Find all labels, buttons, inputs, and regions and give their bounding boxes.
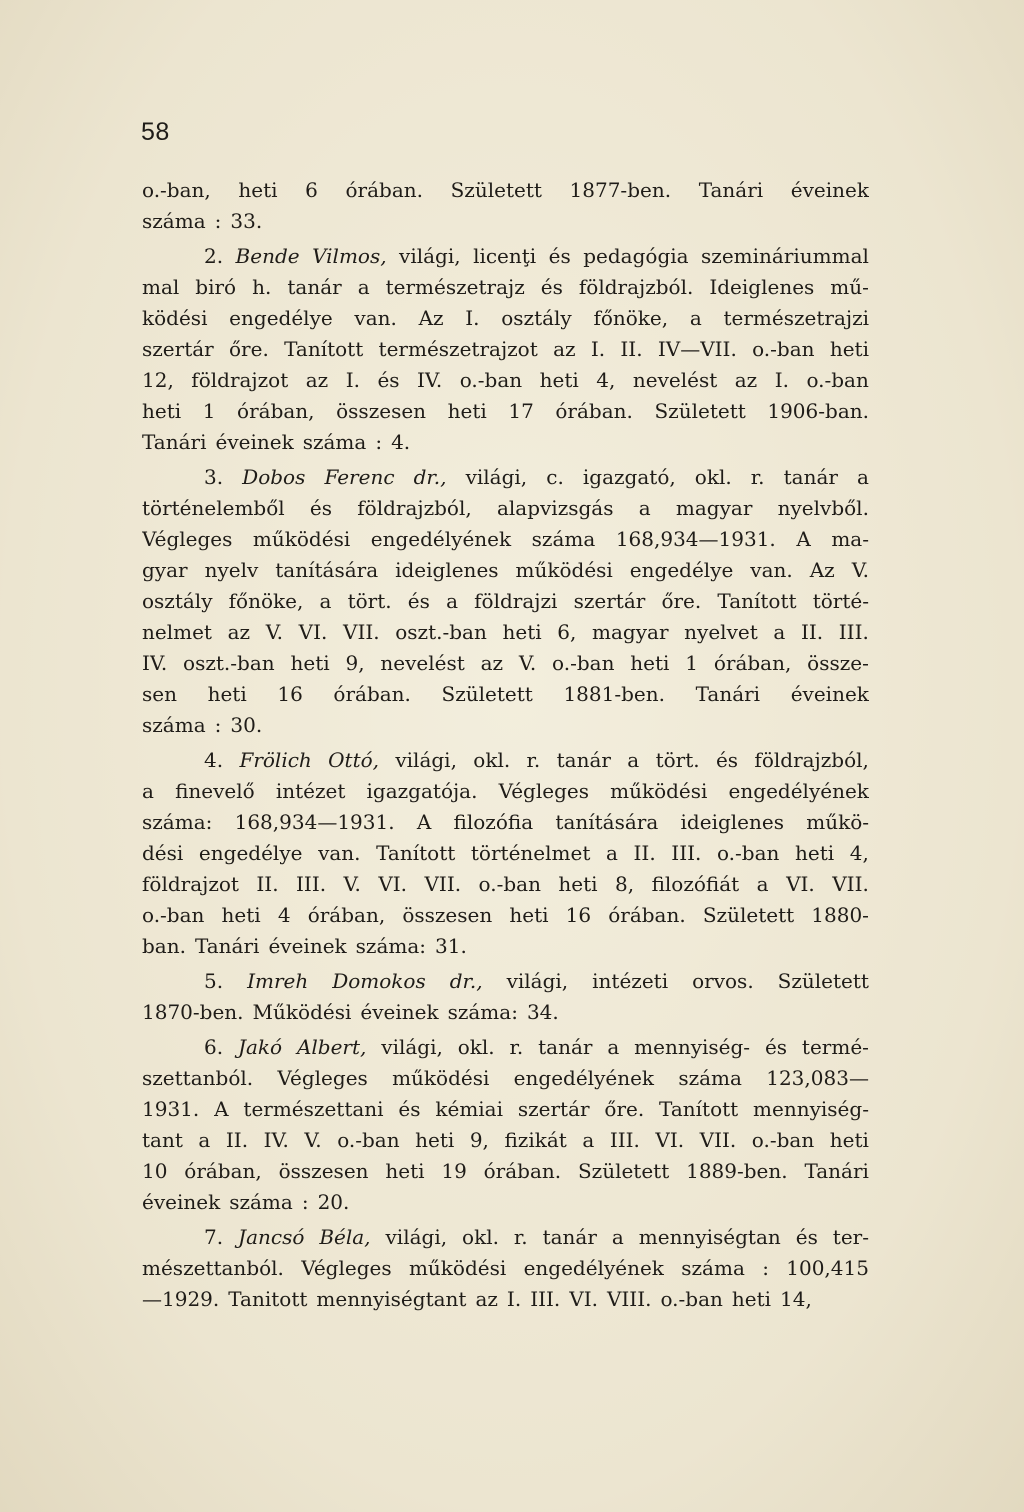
text-line: dési engedélye van. Tanított történelmet a II. III. o.-ban heti 4, xyxy=(142,841,869,865)
text-line: 5. Imreh Domokos dr., világi, intézeti orvos. Született xyxy=(204,969,869,993)
paragraph xyxy=(142,966,869,1028)
text-line: 1931. A természettani és kémiai szertár őre. Tanított mennyiség- xyxy=(142,1097,869,1121)
text-line: —1929. Tanitott mennyiségtant az I. III. VI. VIII. o.-ban heti 14, xyxy=(142,1287,812,1311)
text-line: 6. Jakó Albert, világi, okl. r. tanár a mennyiség- és termé- xyxy=(204,1035,869,1059)
text-line: Tanári éveinek száma : 4. xyxy=(142,430,411,454)
text-line: a finevelő intézet igazgatója. Végleges működési engedélyének xyxy=(142,779,869,803)
text-line: gyar nyelv tanítására ideiglenes működési engedélye van. Az V. xyxy=(142,558,869,582)
text-line: ködési engedélye van. Az I. osztály főnöke, a természetrajzi xyxy=(142,306,869,330)
text-line: 2. Bende Vilmos, világi, licenţi és pedagógia szemináriummal xyxy=(204,244,869,268)
paragraph xyxy=(142,745,869,962)
text-line: sen heti 16 órában. Született 1881-ben. Tanári éveinek xyxy=(142,682,869,706)
text-line: o.-ban heti 4 órában, összesen heti 16 órában. Született 1880- xyxy=(142,903,869,927)
text-line: 4. Frölich Ottó, világi, okl. r. tanár a tört. és földrajzból, xyxy=(204,748,869,772)
text-line: éveinek száma : 20. xyxy=(142,1190,350,1214)
text-line: 10 órában, összesen heti 19 órában. Született 1889-ben. Tanári xyxy=(142,1159,869,1183)
paragraph xyxy=(142,1032,869,1218)
text-line: mészettanból. Végleges működési engedélyének száma : 100,415 xyxy=(142,1256,869,1280)
text-line: 3. Dobos Ferenc dr., világi, c. igazgató, okl. r. tanár a xyxy=(204,465,869,489)
page-number: 58 xyxy=(141,118,170,146)
text-line: mal biró h. tanár a természetrajz és földrajzból. Ideiglenes mű- xyxy=(142,275,869,299)
paragraph xyxy=(142,241,869,458)
text-line: heti 1 órában, összesen heti 17 órában. Született 1906-ban. xyxy=(142,399,869,423)
text-line: ban. Tanári éveinek száma: 31. xyxy=(142,934,467,958)
body-text xyxy=(142,175,869,1315)
text-line: tant a II. IV. V. o.-ban heti 9, fizikát a III. VI. VII. o.-ban heti xyxy=(142,1128,869,1152)
text-line: száma : 30. xyxy=(142,713,263,737)
text-line: földrajzot II. III. V. VI. VII. o.-ban heti 8, filozófiát a VI. VII. xyxy=(142,872,869,896)
text-line: száma : 33. xyxy=(142,209,263,233)
paragraph xyxy=(142,175,869,237)
text-line: szertár őre. Tanított természetrajzot az I. II. IV—VII. o.-ban heti xyxy=(142,337,869,361)
paragraph xyxy=(142,1222,869,1315)
text-line: o.-ban, heti 6 órában. Született 1877-ben. Tanári éveinek xyxy=(142,178,869,202)
text-line: szettanból. Végleges működési engedélyének száma 123,083— xyxy=(142,1066,869,1090)
text-line: 7. Jancsó Béla, világi, okl. r. tanár a mennyiségtan és ter- xyxy=(204,1225,869,1249)
text-line: száma: 168,934—1931. A filozófia tanítására ideiglenes műkö- xyxy=(142,810,869,834)
text-line: IV. oszt.-ban heti 9, nevelést az V. o.-ban heti 1 órában, össze- xyxy=(142,651,869,675)
text-line: 12, földrajzot az I. és IV. o.-ban heti 4, nevelést az I. o.-ban xyxy=(142,368,869,392)
text-line: osztály főnöke, a tört. és a földrajzi szertár őre. Tanított törté- xyxy=(142,589,869,613)
text-line: történelemből és földrajzból, alapvizsgás a magyar nyelvből. xyxy=(142,496,869,520)
text-line: Végleges működési engedélyének száma 168,934—1931. A ma- xyxy=(142,527,869,551)
text-line: nelmet az V. VI. VII. oszt.-ban heti 6, magyar nyelvet a II. III. xyxy=(142,620,869,644)
text-line: 1870-ben. Működési éveinek száma: 34. xyxy=(142,1000,559,1024)
paragraph xyxy=(142,462,869,741)
